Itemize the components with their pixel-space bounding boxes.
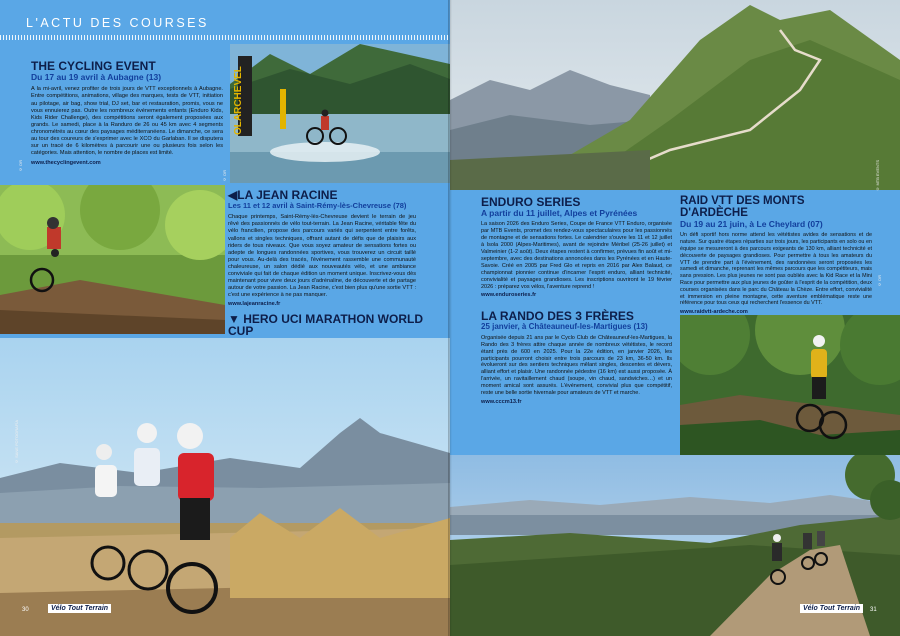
header-rule [0,35,450,40]
photo-enduro-mountains [450,0,900,190]
article-date: A partir du 11 juillet, Alpes et Pyrénées [481,208,638,218]
article-body: Chaque printemps, Saint-Rémy-lès-Chevreuse devient le terrain de jeu rêvé des passionnés de vélo tout-terrain. La Jean Racine, véritable fête du vélo francilien, propose des parcours variés qui serpentent entre forêts, vallons et singles techniques, offrant autant de défis que de plaisirs aux riders de tous niveaux. Que vous soyez amateur de sensations fortes ou adepte de longues randonnées sportives, vous trouverez un circuit taillé pour vous. Au-delà des tracés, l'événement rassemble une communauté chaleureuse, un salon dédié aux nouveautés vélo, et une ambiance conviviale qui fait de chaque édition un moment unique. Inscrivez-vous dès maintenant pour vivre deux jours d'adrénaline, de découverte et de partage autour de votre passion. La Jean Racine, c'est bien plus qu'une sortie VTT : c'est une expérience à ne pas manquer. [228,214,416,299]
article-title: THE CYCLING EVENT [31,59,156,73]
page-number: 31 [870,607,877,613]
photo-credit: © SANE FOTOGRAFÍA [14,420,19,465]
page-gutter [448,0,452,636]
article-rando-3-freres [481,310,672,405]
article-enduro-series [481,196,672,298]
article-title: ENDURO SERIES [481,195,581,209]
photo-cycling-event [230,44,450,183]
triangle-bullet-icon: ▼ [228,312,244,326]
article-title: LA RANDO DES 3 FRÈRES [481,309,634,323]
article-title: ▼ HERO UCI MARATHON WORLD CUP [228,312,423,338]
article-body: A la mi-avril, venez profiter de trois jours de VTT exceptionnels à Aubagne. Entre compétitions, animations, village des marques, tests de VTT, initiation au pilotage, air bag, show trial, DJ set, bar et restauration, promis, vous ne vous ennuierez pas. Outre les nombreux événements enfants (Enduro Kids, Kids Rider Challenge), des compétitions seront également proposées aux grands. Le samedi, place à la Randuro de 26 ou 45 km avec 4 segments chronométrés au cœur des paysages méditerranéens. Le dimanche, ce sera au tour des coureurs de s'exprimer avec le XCO du Garlaban. Il se disputera sur un tracé de 6 kilomètres à parcourir une ou plusieurs fois selon les catégories. Mais attention, le nombre de places est limité. [31,86,223,157]
article-url[interactable]: www.enduroseries.fr [481,292,537,299]
article-url[interactable]: www.cccm13.fr [481,398,522,405]
triangle-bullet-icon: ◀ [228,188,238,202]
article-raid-vtt-ardeche [680,196,872,315]
article-title: ◀LA JEAN RACINE [228,188,338,202]
article-title: RAID VTT DES MONTS D'ARDÈCHE [680,195,805,219]
article-body: Organisée depuis 21 ans par le Cyclo Club de Châteauneuf-les-Martigues, la Rando des 3 frères attire chaque année de nombreux vététistes, le record étant près de 600 en 2025. Pour la 22e édition, en janvier 2026, les participants pourront choisir entre trois parcours de 23 km, 36-50 km. Ils évolueront sur des sentiers techniques mêlant singles, descentes et dévers, alliant effort et plaisir. Une randonnée pédestre (16 km) est aussi proposée. À l'arrivée, un ravitaillement chaud (soupe, vin chaud, sandwiches…) et un moment amical sont assurés. L'événement, convivial plus que compétitif, reste une belle sortie hivernale pour amateurs de VTT et marche. [481,334,672,397]
article-url[interactable]: www.raidvtt-ardeche.com [680,309,748,316]
photo-credit: © DR [222,170,227,182]
article-date: 25 janvier, à Châteauneuf-les-Martigues (13) [481,322,648,331]
article-url[interactable]: www.thecyclingevent.com [31,160,101,167]
photo-credit: © DR [18,160,23,172]
article-date: Les 11 et 12 avril à Saint-Rémy-lès-Chevreuse (78) [228,201,407,210]
photo-raid-vtt [680,315,900,455]
banner-text: OLARCHEVEL [233,66,244,135]
logo-velo-tout-terrain: Vélo Tout Terrain [48,604,111,613]
article-date: Du 17 au 19 avril à Aubagne (13) [31,72,162,82]
article-jean-racine [228,189,416,307]
photo-jean-racine [0,185,225,334]
section-header: L'ACTU DES COURSES [26,16,209,30]
photo-hero-costa-blanca [0,338,450,636]
article-url[interactable]: www.lajeanracine.fr [228,301,281,308]
page-number: 30 [22,607,29,613]
article-body: La saison 2026 des Enduro Series, Coupe de France VTT Enduro, organisée par MTB Events, promet des rendez-vous spectaculaires pour les passionnés de montagne et de sensations fortes. Le calendrier s'ouvre les 11 et 12 juillet à Isola 2000 (Alpes-Maritimes), avant de rejoindre Méribel (25-26 juillet) et Valmeinier (1-2 août). Deux étapes restent à confirmer, prévues fin août et mi-septembre, avec des destinations annoncées dans les Pyrénées et en Haute-Savoie. Créé en 2005 par Fred Glo et repris en 2016 par Alex Balaud, ce championnat pionnier continue d'incarner l'esprit enduro, alliant technicité, convivialité et paysages grandioses. Les inscriptions ouvriront le 19 février 2026 : préparez vos vélos, l'aventure reprend ! [481,221,672,290]
logo-velo-tout-terrain: Vélo Tout Terrain [800,604,863,613]
article-body: Un défi sportif hors norme attend les vététistes avides de sensations et de nature. Sur quatre étapes réparties sur trois jours, les participants en solo ou en équipe se mesureront à des parcours exigeants de 130 km, alliant technicité et découverte de paysages grandioses. Pour permettre à tous les amateurs du VTT de prendre part à l'événement, des randonnées seront proposées les samedi et dimanche, reprenant les mêmes parcours que les compétiteurs, mais sans pression. Les plus jeunes ne sont pas oubliés avec la Kid Race et la Mini Race pour permettre aux plus jeunes de goûter à l'esprit de la compétition, deux courses organisées dans le parc du Château la Chèze. Entre effort, convivialité et immersion en pleine montagne, cette aventure emblématique reste une référence pour tous ceux qui recherchent l'essence du VTT. [680,232,872,307]
article-date: Du 19 au 21 juin, à Le Cheylard (07) [680,219,823,229]
article-cycling-event [31,60,223,166]
photo-credit: © MTB EVENTS [875,160,880,192]
photo-credit: © DR [877,275,882,287]
